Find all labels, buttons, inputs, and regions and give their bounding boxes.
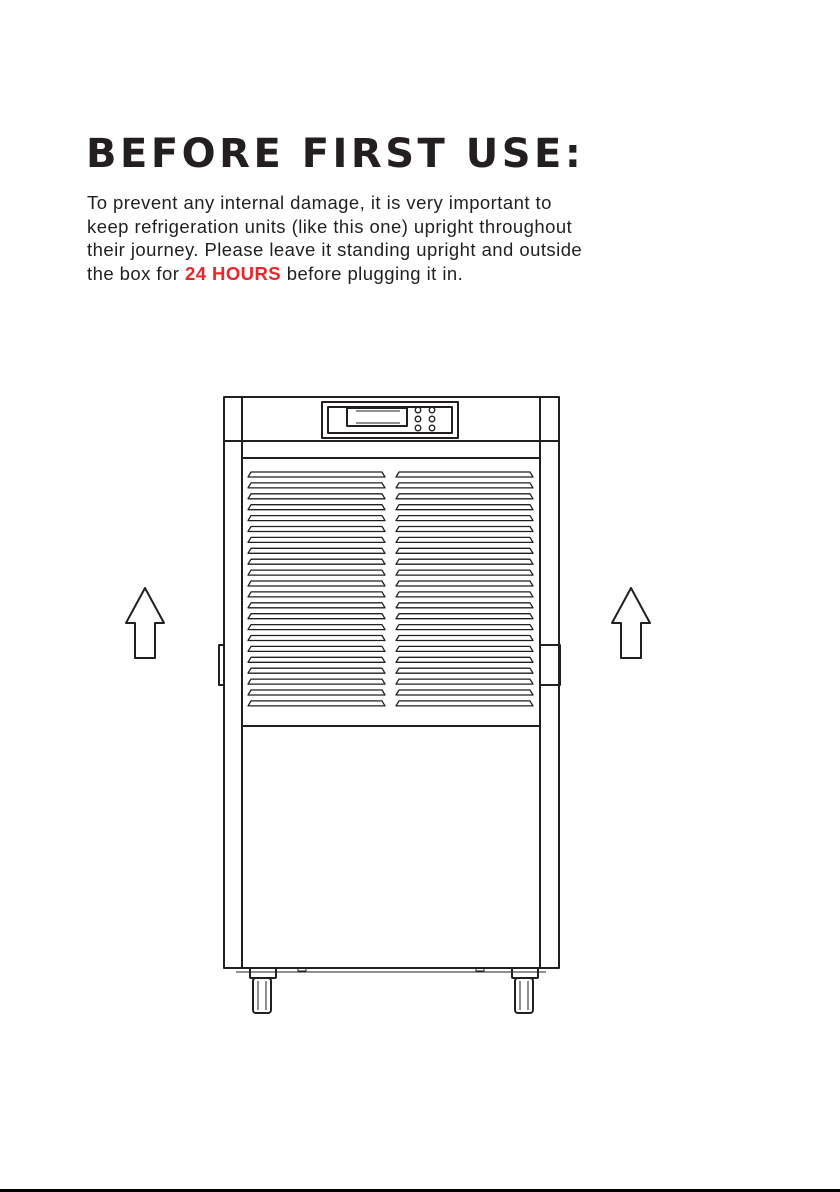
panel-button — [429, 407, 435, 413]
vent-louvre — [396, 570, 533, 575]
vent-louvre — [396, 537, 533, 542]
highlight-24-hours: 24 HOURS — [184, 262, 282, 284]
vent-louvre — [248, 701, 385, 706]
vent-louvre — [248, 483, 385, 488]
up-arrow-icon — [612, 588, 650, 658]
vent-louvre — [396, 505, 533, 510]
vent-louvre — [248, 646, 385, 651]
vent-louvre — [396, 483, 533, 488]
vent-grille — [248, 472, 533, 706]
vent-louvre — [396, 636, 533, 641]
vent-louvre — [248, 548, 385, 553]
intro-line-4-start: the box for — [87, 262, 185, 284]
vent-louvre — [248, 668, 385, 673]
intro-line-3: their journey. Please leave it standing upright and outside — [87, 239, 583, 260]
vent-louvre — [396, 603, 533, 608]
vent-louvre — [396, 646, 533, 651]
intro-line-1: To prevent any internal damage, it is very important to — [87, 192, 552, 213]
vent-louvre — [248, 603, 385, 608]
vent-louvre — [248, 657, 385, 662]
caster-wheel-right — [512, 968, 538, 1013]
vent-louvre — [396, 657, 533, 662]
vent-louvre — [248, 570, 385, 575]
vent-louvre — [396, 625, 533, 630]
vent-louvre — [396, 559, 533, 564]
vent-louvre — [248, 679, 385, 684]
vent-louvre — [248, 527, 385, 532]
vent-louvre — [396, 668, 533, 673]
vent-louvre — [396, 494, 533, 499]
intro-line-2: keep refrigeration units (like this one) upright throughout — [87, 215, 573, 237]
vent-louvre — [248, 636, 385, 641]
vent-louvre — [248, 472, 385, 477]
vent-louvre — [396, 472, 533, 477]
vent-louvre — [396, 679, 533, 684]
panel-button — [429, 416, 435, 422]
panel-button — [415, 416, 421, 422]
vent-louvre — [248, 581, 385, 586]
panel-button — [415, 425, 421, 431]
vent-louvre — [396, 527, 533, 532]
panel-button — [415, 407, 421, 413]
panel-button — [429, 425, 435, 431]
vent-louvre — [248, 516, 385, 521]
control-panel — [322, 402, 458, 438]
vent-louvre — [248, 494, 385, 499]
vent-louvre — [396, 548, 533, 553]
vent-louvre — [248, 537, 385, 542]
vent-louvre — [396, 592, 533, 597]
vent-louvre — [248, 592, 385, 597]
vent-louvre — [396, 516, 533, 521]
intro-line-4-end: before plugging it in. — [281, 262, 464, 284]
vent-louvre — [248, 614, 385, 619]
vent-louvre — [248, 625, 385, 630]
vent-louvre — [248, 505, 385, 510]
page-heading: BEFORE FIRST USE: — [86, 131, 585, 177]
vent-louvre — [396, 690, 533, 695]
vent-louvre — [248, 559, 385, 564]
vent-louvre — [396, 614, 533, 619]
vent-louvre — [248, 690, 385, 695]
up-arrow-icon — [126, 588, 164, 658]
vent-louvre — [396, 701, 533, 706]
caster-wheel-left — [250, 968, 276, 1013]
vent-louvre — [396, 581, 533, 586]
